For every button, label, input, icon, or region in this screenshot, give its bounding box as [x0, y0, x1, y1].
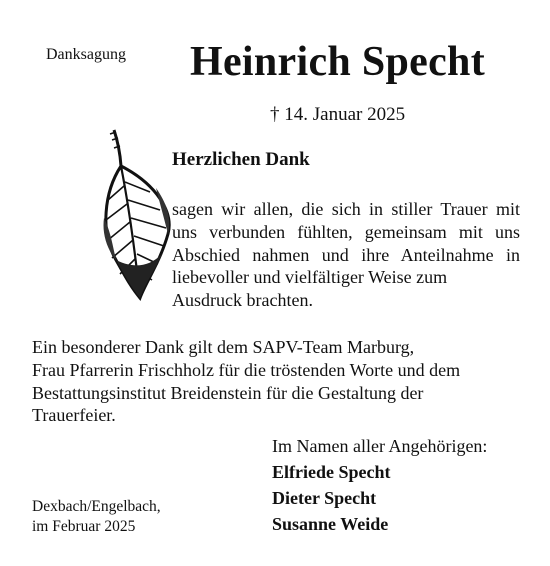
thanks-line: Trauerfeier. — [32, 405, 116, 426]
intro-line: Abschied nahmen und ihre Anteilnahme in — [172, 244, 520, 265]
thanks-line: Frau Pfarrerin Frischholz für die tröstenden Worte und dem — [32, 359, 461, 380]
death-date: † 14. Januar 2025 — [270, 104, 406, 125]
place-date — [32, 497, 161, 537]
intro-paragraph — [172, 198, 520, 312]
thanks-paragraph — [32, 336, 522, 427]
thanks-line: Ein besonderer Dank gilt dem SAPV-Team Marburg, — [32, 337, 415, 357]
date-line: im Februar 2025 — [32, 518, 136, 535]
place-line: Dexbach/Engelbach, — [32, 498, 161, 515]
signer-name: Dieter Specht — [272, 488, 377, 508]
thanks-line: Bestattungsinstitut Breidenstein für die Gestaltung der — [32, 382, 424, 403]
signer-name: Susanne Weide — [272, 514, 389, 534]
leaf-icon — [96, 122, 174, 302]
signer-name: Elfriede Specht — [272, 462, 391, 482]
notice-type-label: Danksagung — [46, 46, 126, 63]
intro-line: sagen wir allen, die sich in stiller Trauer mit — [172, 199, 520, 219]
intro-line: Ausdruck brachten. — [172, 290, 313, 311]
section-heading: Herzlichen Dank — [172, 149, 310, 170]
intro-line: liebevoller und vielfältiger Weise zum — [172, 267, 448, 288]
deceased-name: Heinrich Specht — [190, 39, 485, 85]
intro-line: uns verbunden fühlten, gemeinsam mit uns — [172, 221, 520, 242]
signature-preamble: Im Namen aller Angehörigen: — [272, 436, 488, 456]
